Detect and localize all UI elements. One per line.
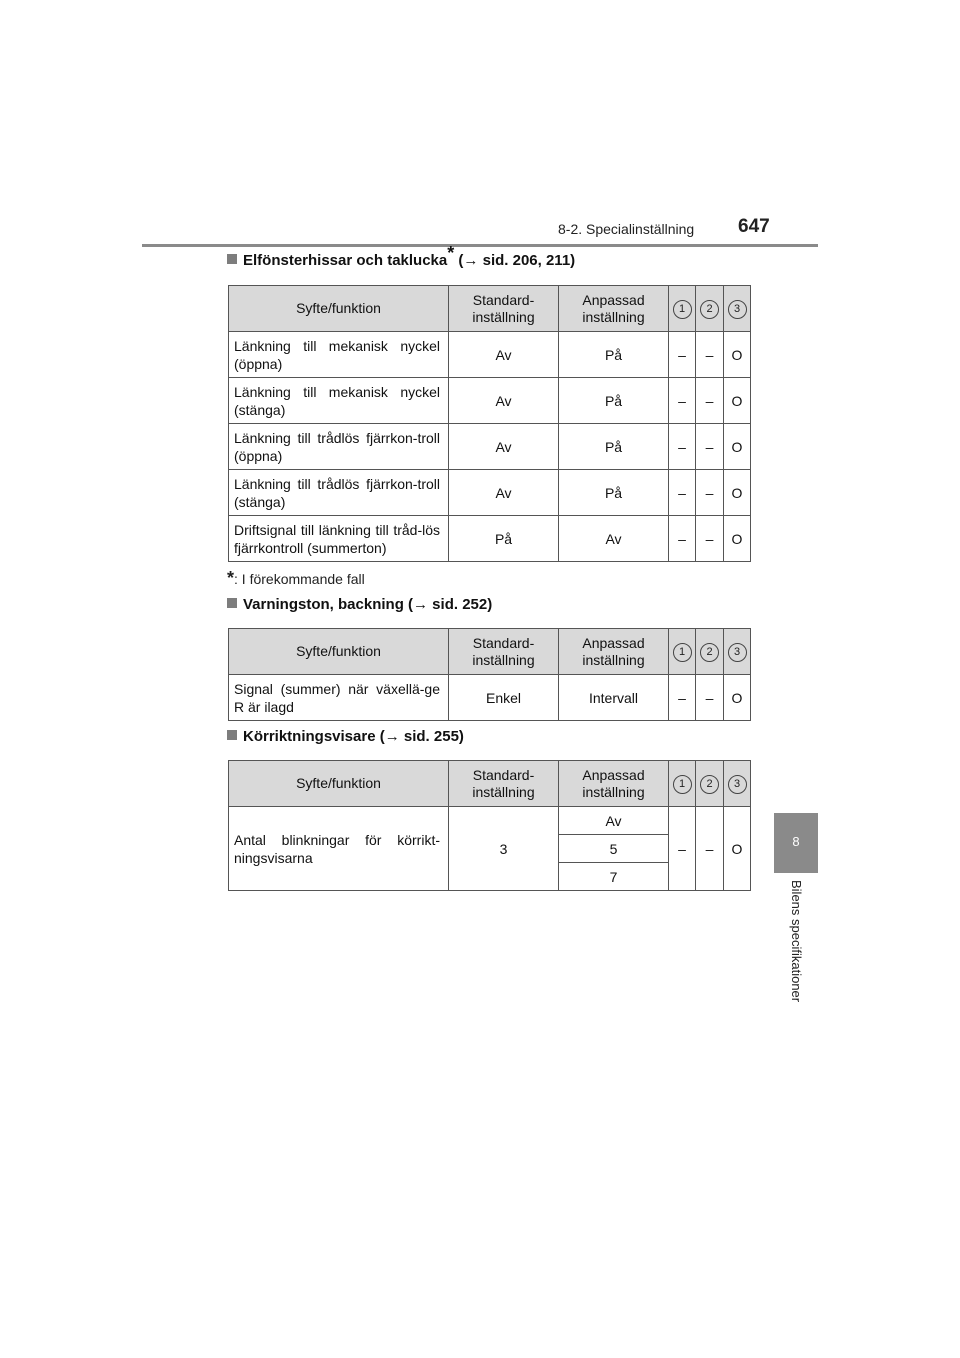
cell-custom-option: 5: [559, 835, 669, 863]
table-row: [229, 807, 751, 835]
section-heading-power-windows: [227, 243, 576, 269]
cell-purpose: Antal blinkningar för körrikt-ningsvisarna: [229, 807, 449, 891]
col-header-method-3: [724, 761, 751, 807]
table-row: [229, 332, 751, 378]
page-number: 647: [738, 216, 770, 237]
square-bullet-icon: [227, 598, 237, 608]
cell-standard: 3: [449, 807, 559, 891]
col-header-custom: Anpassad inställning: [559, 286, 669, 332]
square-bullet-icon: [227, 730, 237, 740]
col-header-method-3: [724, 629, 751, 675]
section-heading-turn-signals: [227, 728, 464, 745]
cell-purpose: Signal (summer) när växellä-ge R är ilagd: [229, 675, 449, 721]
col-header-custom: Anpassad inställning: [559, 761, 669, 807]
cell-method-3: O: [724, 516, 751, 562]
running-section-title: 8-2. Specialinställning: [558, 221, 695, 237]
cell-method-3: O: [724, 470, 751, 516]
cell-method-3: O: [724, 807, 751, 891]
cell-method-2: –: [696, 470, 724, 516]
col-header-method-2: [696, 629, 724, 675]
cell-method-1: –: [669, 516, 696, 562]
cell-purpose: Länkning till mekanisk nyckel (stänga): [229, 378, 449, 424]
settings-table-turn-signals: [228, 760, 751, 891]
heading-title: Elfönsterhissar och taklucka: [243, 252, 448, 269]
cell-custom-option: 7: [559, 863, 669, 891]
asterisk-mark: *: [447, 243, 455, 263]
cell-method-2: –: [696, 378, 724, 424]
cell-purpose: Driftsignal till länkning till tråd-lös fjärrkontroll (summerton): [229, 516, 449, 562]
settings-table-reverse-buzzer: [228, 628, 751, 721]
circled-1-icon: 1: [673, 775, 692, 794]
cell-custom: På: [559, 378, 669, 424]
col-header-method-1: [669, 629, 696, 675]
circled-1-icon: 1: [673, 300, 692, 319]
footnote: [227, 568, 365, 589]
cell-method-1: –: [669, 378, 696, 424]
cell-purpose: Länkning till trådlös fjärrkon-troll (öppna): [229, 424, 449, 470]
footnote-asterisk: *: [227, 568, 235, 588]
cell-method-2: –: [696, 424, 724, 470]
col-header-standard: Standard- inställning: [449, 629, 559, 675]
section-heading-reverse-buzzer: [227, 596, 492, 613]
heading-title: Varningston, backning (→ sid. 252): [243, 596, 493, 613]
cell-standard: Av: [449, 332, 559, 378]
cell-custom: På: [559, 424, 669, 470]
cell-standard: På: [449, 516, 559, 562]
cell-method-3: O: [724, 332, 751, 378]
circled-3-icon: 3: [728, 775, 747, 794]
cell-method-1: –: [669, 332, 696, 378]
col-header-method-2: [696, 761, 724, 807]
square-bullet-icon: [227, 254, 237, 264]
cell-method-3: O: [724, 424, 751, 470]
table-header-row: [229, 761, 751, 807]
circled-3-icon: 3: [728, 300, 747, 319]
cell-method-1: –: [669, 470, 696, 516]
col-header-custom: Anpassad inställning: [559, 629, 669, 675]
cell-purpose: Länkning till mekanisk nyckel (öppna): [229, 332, 449, 378]
cell-method-1: –: [669, 424, 696, 470]
table-row: [229, 424, 751, 470]
col-header-method-1: [669, 286, 696, 332]
circled-2-icon: 2: [700, 643, 719, 662]
cell-standard: Av: [449, 470, 559, 516]
col-header-method-1: [669, 761, 696, 807]
col-header-purpose: Syfte/funktion: [229, 286, 449, 332]
col-header-purpose: Syfte/funktion: [229, 629, 449, 675]
cell-method-2: –: [696, 516, 724, 562]
col-header-standard: Standard- inställning: [449, 761, 559, 807]
cell-purpose: Länkning till trådlös fjärrkon-troll (stänga): [229, 470, 449, 516]
settings-table-power-windows: [228, 285, 751, 562]
cell-method-3: O: [724, 675, 751, 721]
heading-reference: (→ sid. 206, 211): [454, 252, 576, 269]
cell-method-1: –: [669, 675, 696, 721]
heading-title: Körriktningsvisare (→ sid. 255): [243, 728, 464, 745]
circled-2-icon: 2: [700, 300, 719, 319]
table-header-row: [229, 286, 751, 332]
header-rule: [142, 244, 818, 247]
table-row: [229, 516, 751, 562]
col-header-purpose: Syfte/funktion: [229, 761, 449, 807]
table-header-row: [229, 629, 751, 675]
cell-custom: Av: [559, 516, 669, 562]
col-header-method-2: [696, 286, 724, 332]
cell-method-3: O: [724, 378, 751, 424]
cell-custom: På: [559, 332, 669, 378]
circled-3-icon: 3: [728, 643, 747, 662]
cell-method-1: –: [669, 807, 696, 891]
cell-method-2: –: [696, 675, 724, 721]
chapter-tab: [774, 813, 818, 873]
cell-method-2: –: [696, 332, 724, 378]
col-header-standard: Standard- inställning: [449, 286, 559, 332]
cell-standard: Enkel: [449, 675, 559, 721]
table-row: [229, 675, 751, 721]
table-row: [229, 470, 751, 516]
cell-standard: Av: [449, 378, 559, 424]
cell-custom-option: Av: [559, 807, 669, 835]
footnote-text: : I förekommande fall: [234, 571, 365, 587]
cell-method-2: –: [696, 807, 724, 891]
circled-1-icon: 1: [673, 643, 692, 662]
cell-custom: På: [559, 470, 669, 516]
col-header-method-3: [724, 286, 751, 332]
chapter-title: Bilens specifikationer: [789, 880, 804, 1003]
cell-custom: Intervall: [559, 675, 669, 721]
table-row: [229, 378, 751, 424]
chapter-number: 8: [792, 834, 800, 849]
cell-standard: Av: [449, 424, 559, 470]
chapter-label: [786, 880, 806, 1020]
circled-2-icon: 2: [700, 775, 719, 794]
